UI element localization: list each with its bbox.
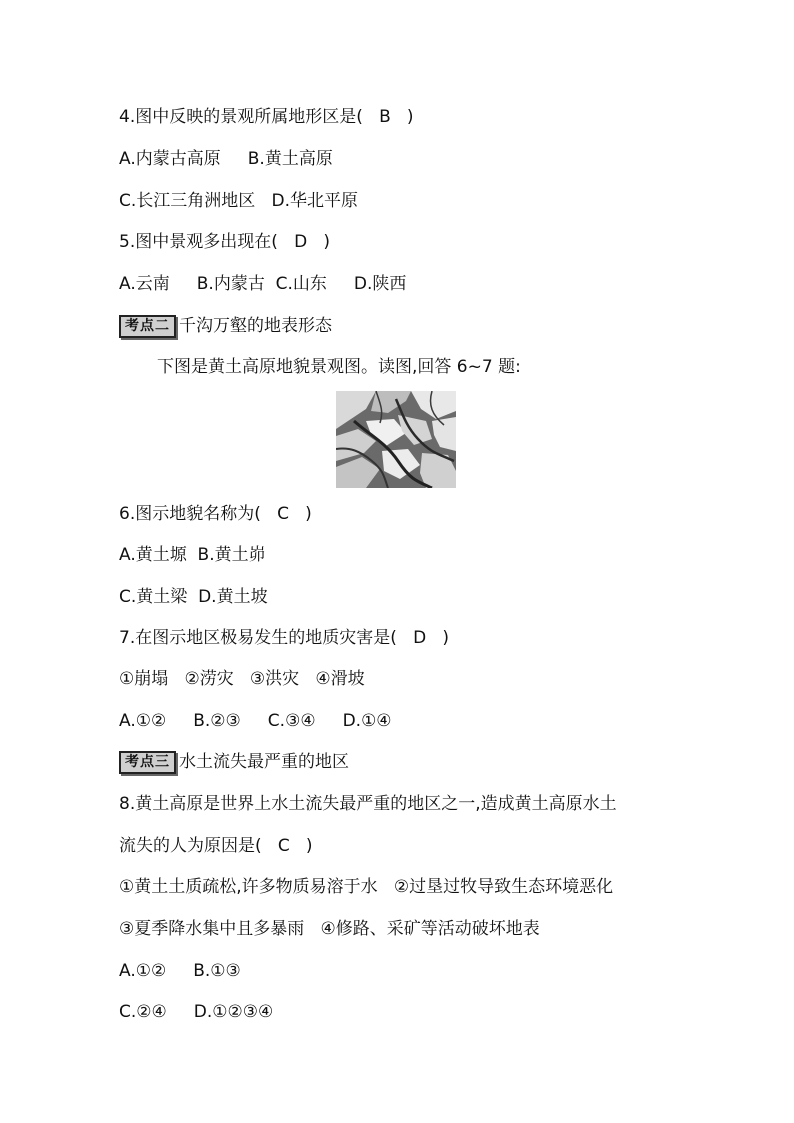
q8-options-line1: A.①② B.①③ <box>119 961 241 981</box>
q4-options-line2: C.长江三角洲地区 D.华北平原 <box>119 191 358 211</box>
section-heading-2 <box>119 314 332 338</box>
q6-stem: 6.图示地貌名称为( C ) <box>119 504 312 524</box>
q7-stem: 7.在图示地区极易发生的地质灾害是( D ) <box>119 628 449 648</box>
q8-stem-line1: 8.黄土高原是世界上水土流失最严重的地区之一,造成黄土高原水土 <box>119 794 617 814</box>
q5-stem: 5.图中景观多出现在( D ) <box>119 232 330 252</box>
intro-text: 下图是黄土高原地貌景观图。读图,回答 6~7 题: <box>157 357 521 377</box>
q8-items-line1: ①黄土土质疏松,许多物质易溶于水 ②过垦过牧导致生态环境恶化 <box>119 877 614 897</box>
q8-stem-line2: 流失的人为原因是( C ) <box>119 836 313 856</box>
q7-options: A.①② B.②③ C.③④ D.①④ <box>119 711 392 731</box>
q8-items-line2: ③夏季降水集中且多暴雨 ④修路、采矿等活动破坏地表 <box>119 919 540 939</box>
q8-options-line2: C.②④ D.①②③④ <box>119 1002 274 1022</box>
q4-options-line1: A.内蒙古高原 B.黄土高原 <box>119 149 333 169</box>
q7-items: ①崩塌 ②涝灾 ③洪灾 ④滑坡 <box>119 669 365 689</box>
loess-plateau-photo <box>336 391 456 488</box>
q5-options: A.云南 B.内蒙古 C.山东 D.陕西 <box>119 274 407 294</box>
section-badge: 考点二 <box>119 315 176 338</box>
q6-options-line2: C.黄土梁 D.黄土坡 <box>119 587 268 607</box>
section-title: 千沟万壑的地表形态 <box>179 316 332 336</box>
landscape-image-icon <box>336 391 456 488</box>
section-title: 水土流失最严重的地区 <box>179 752 349 772</box>
section-badge: 考点三 <box>119 751 176 774</box>
q6-options-line1: A.黄土塬 B.黄土峁 <box>119 545 266 565</box>
q4-stem: 4.图中反映的景观所属地形区是( B ) <box>119 107 414 127</box>
section-heading-3 <box>119 750 349 774</box>
